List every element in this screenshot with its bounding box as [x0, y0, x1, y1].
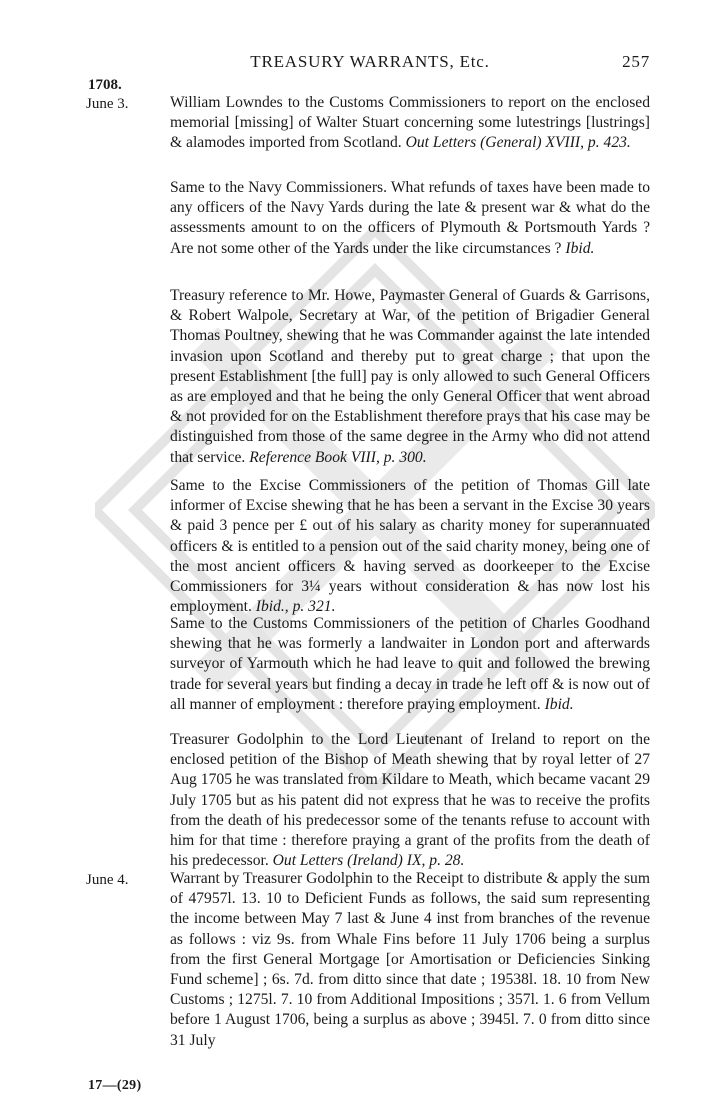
entry-5 — [170, 614, 650, 715]
date-june-3: June 3. — [86, 96, 129, 112]
entry-3 — [170, 286, 650, 468]
entry-4-text: Same to the Excise Commissioners of the petition of Thomas Gill late informer of Excise shewing that he has been a servant in the Excise 30 years & paid 3 pence per £ out of his salary as charity money for superannuated officers & is entitled to a pension out of the said charity money, being one of the most ancient officers & having served as doorkeeper to the Excise Commissioners for 3¼ years without consideration & has now lost his employment. — [170, 477, 650, 616]
entry-2 — [170, 178, 650, 259]
entry-4 — [170, 476, 650, 617]
entry-5-text: Same to the Customs Commissioners of the petition of Charles Goodhand shewing that he was formerly a landwaiter in London port and afterwards surveyor of Yarmouth which he had leave to quit and followed the brewing trade for several years but finding a decay in trade he left off & is now out of all manner of employment : therefore praying employment. — [170, 615, 650, 713]
entry-3-text: Treasury reference to Mr. Howe, Paymaster General of Guards & Garrisons, & Robert Walpole, Secretary at War, of the petition of Brigadier General Thomas Poultney, shewing that he was Commander against the late intended invasion upon Scotland and thereby put to great charge ; that upon the present Establishment [the full] pay is only allowed to such General Officers as are employed and that he being the only General Officer that went abroad & not provided for on the Establishment therefore prays that his case may be distinguished from those of the same degree in the Army who did not attend that service. — [170, 287, 650, 466]
entry-2-text: Same to the Navy Commissioners. What refunds of taxes have been made to any officers of the Navy Yards during the late & present war & what do the assessments amount to on the officers of Plymouth & Portsmouth Yards ? Are not some other of the Yards under the like circumstances ? — [170, 179, 650, 257]
page-number: 257 — [622, 52, 650, 71]
entry-1-text: William Lowndes to the Customs Commissioners to report on the enclosed memorial [missing] of Walter Stuart concerning some lutestrings [lustrings] & alamodes imported from Scotland. — [170, 94, 650, 152]
running-head — [90, 52, 650, 72]
entry-6 — [170, 730, 650, 871]
entry-6-ref: Out Letters (Ireland) IX, p. 28. — [272, 852, 465, 870]
entry-5-ref: Ibid. — [544, 695, 574, 713]
year-label: 1708. — [88, 77, 122, 93]
entry-7 — [170, 869, 650, 1051]
running-title: TREASURY WARRANTS, Etc. — [250, 52, 490, 71]
entry-6-text: Treasurer Godolphin to the Lord Lieutenant of Ireland to report on the enclosed petition of the Bishop of Meath shewing that by royal letter of 27 Aug 1705 he was translated from Kildare to Meath, which became vacant 29 July 1705 but as his patent did not express that he was to receive the profits from the death of his predecessor some of the tenants refuse to account with him for that time : therefore praying a grant of the profits from the death of his predecessor. — [170, 731, 650, 870]
signature-mark: 17—(29) — [88, 1078, 142, 1093]
entry-7-text: Warrant by Treasurer Godolphin to the Receipt to distribute & apply the sum of 47957l. 13. 10 to Deficient Funds as follows, the said sum representing the income between May 7 last & June 4 inst from branches of the revenue as follows : viz 9s. from Whale Fins before 11 July 1706 being a surplus from the first General Mortgage [or Amortisation or Deficiencies Sinking Fund scheme] ; 6s. 7d. from ditto since that date ; 19538l. 18. 10 from New Customs ; 1275l. 7. 10 from Additional Impositions ; 357l. 1. 6 from Vellum before 1 August 1706, being a surplus as above ; 3945l. 7. 0 from ditto since 31 July — [170, 870, 650, 1049]
entry-2-ref: Ibid. — [565, 239, 595, 257]
entry-4-ref: Ibid., p. 321. — [255, 598, 336, 616]
date-june-4: June 4. — [86, 872, 129, 888]
entry-1 — [170, 93, 650, 154]
entry-3-ref: Reference Book VIII, p. 300. — [249, 448, 427, 466]
entry-1-ref: Out Letters (General) XVIII, p. 423. — [405, 134, 631, 152]
